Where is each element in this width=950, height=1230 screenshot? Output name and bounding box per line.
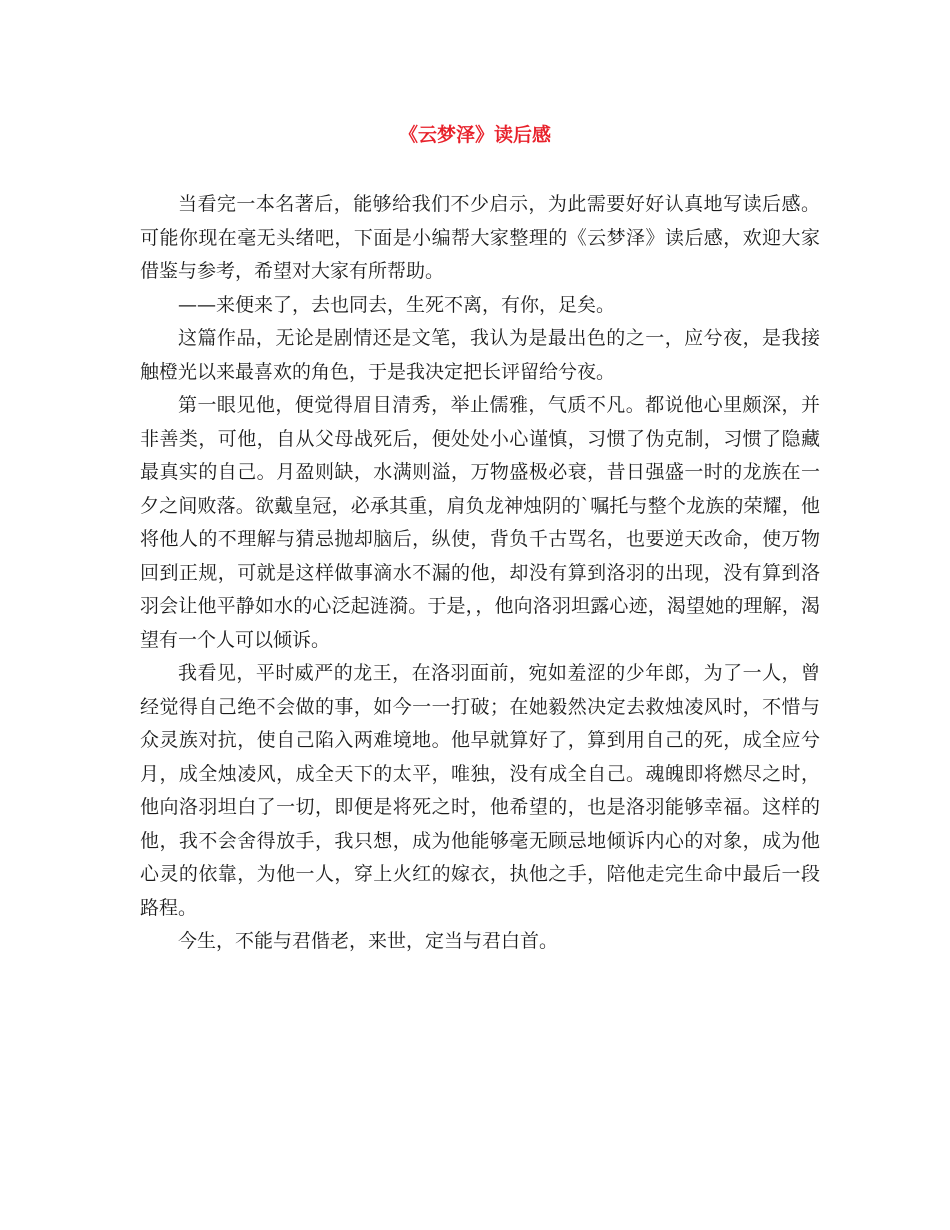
paragraph-quote: ——来便来了，去也同去，生死不离，有你，足矣。 <box>178 293 616 316</box>
document-title: 《云梦泽》读后感 <box>398 124 551 146</box>
paragraph-dragon-king: 我看见，平时威严的龙王，在洛羽面前，宛如羞涩的少年郎，为了一人，曾经觉得自己绝不会做的事，如今一一打破；在她毅然决定去救烛凌风时，不惜与众灵族对抗，使自己陷入两难境地。他早就算好了，算到用自己的死，成全应兮月，成全烛凌风，成全天下的太平，唯独，没有成全自己。魂魄即将燃尽之时，他向洛羽坦白了一切，即便是将死之时，他希望的，也是洛羽能够幸福。这样的他，我不会舍得放手，我只想，成为他能够毫无顾忌地倾诉内心的对象，成为他心灵的依靠，为他一人，穿上火红的嫁衣，执他之手，陪他走完生命中最后一段路程。 <box>140 662 820 919</box>
paragraph-intro: 当看完一本名著后，能够给我们不少启示，为此需要好好认真地写读后感。可能你现在毫无头绪吧，下面是小编帮大家整理的《云梦泽》读后感，欢迎大家借鉴与参考，希望对大家有所帮助。 <box>140 193 820 282</box>
paragraph-first-impression: 第一眼见他，便觉得眉目清秀，举止儒雅，气质不凡。都说他心里颇深，并非善类，可他，自从父母战死后，便处处小心谨慎，习惯了伪克制，习惯了隐藏最真实的自己。月盈则缺，水满则溢，万物盛极必衰，昔日强盛一时的龙族在一夕之间败落。欲戴皇冠，必承其重，肩负龙神烛阴的`嘱托与整个龙族的荣耀，他将他人的不理解与猜忌抛却脑后，纵使，背负千古骂名，也要逆天改命，使万物回到正规，可就是这样做事滴水不漏的他，却没有算到洛羽的出现，没有算到洛羽会让他平静如水的心泛起涟漪。于是，，他向洛羽坦露心迹，渴望她的理解，渴望有一个人可以倾诉。 <box>140 394 820 651</box>
paragraph-closing: 今生，不能与君偕老，来世，定当与君白首。 <box>178 930 559 952</box>
document-body <box>140 188 820 959</box>
paragraph-opinion: 这篇作品，无论是剧情还是文笔，我认为是最出色的之一，应兮夜，是我接触橙光以来最喜欢的角色，于是我决定把长评留给兮夜。 <box>140 327 820 383</box>
